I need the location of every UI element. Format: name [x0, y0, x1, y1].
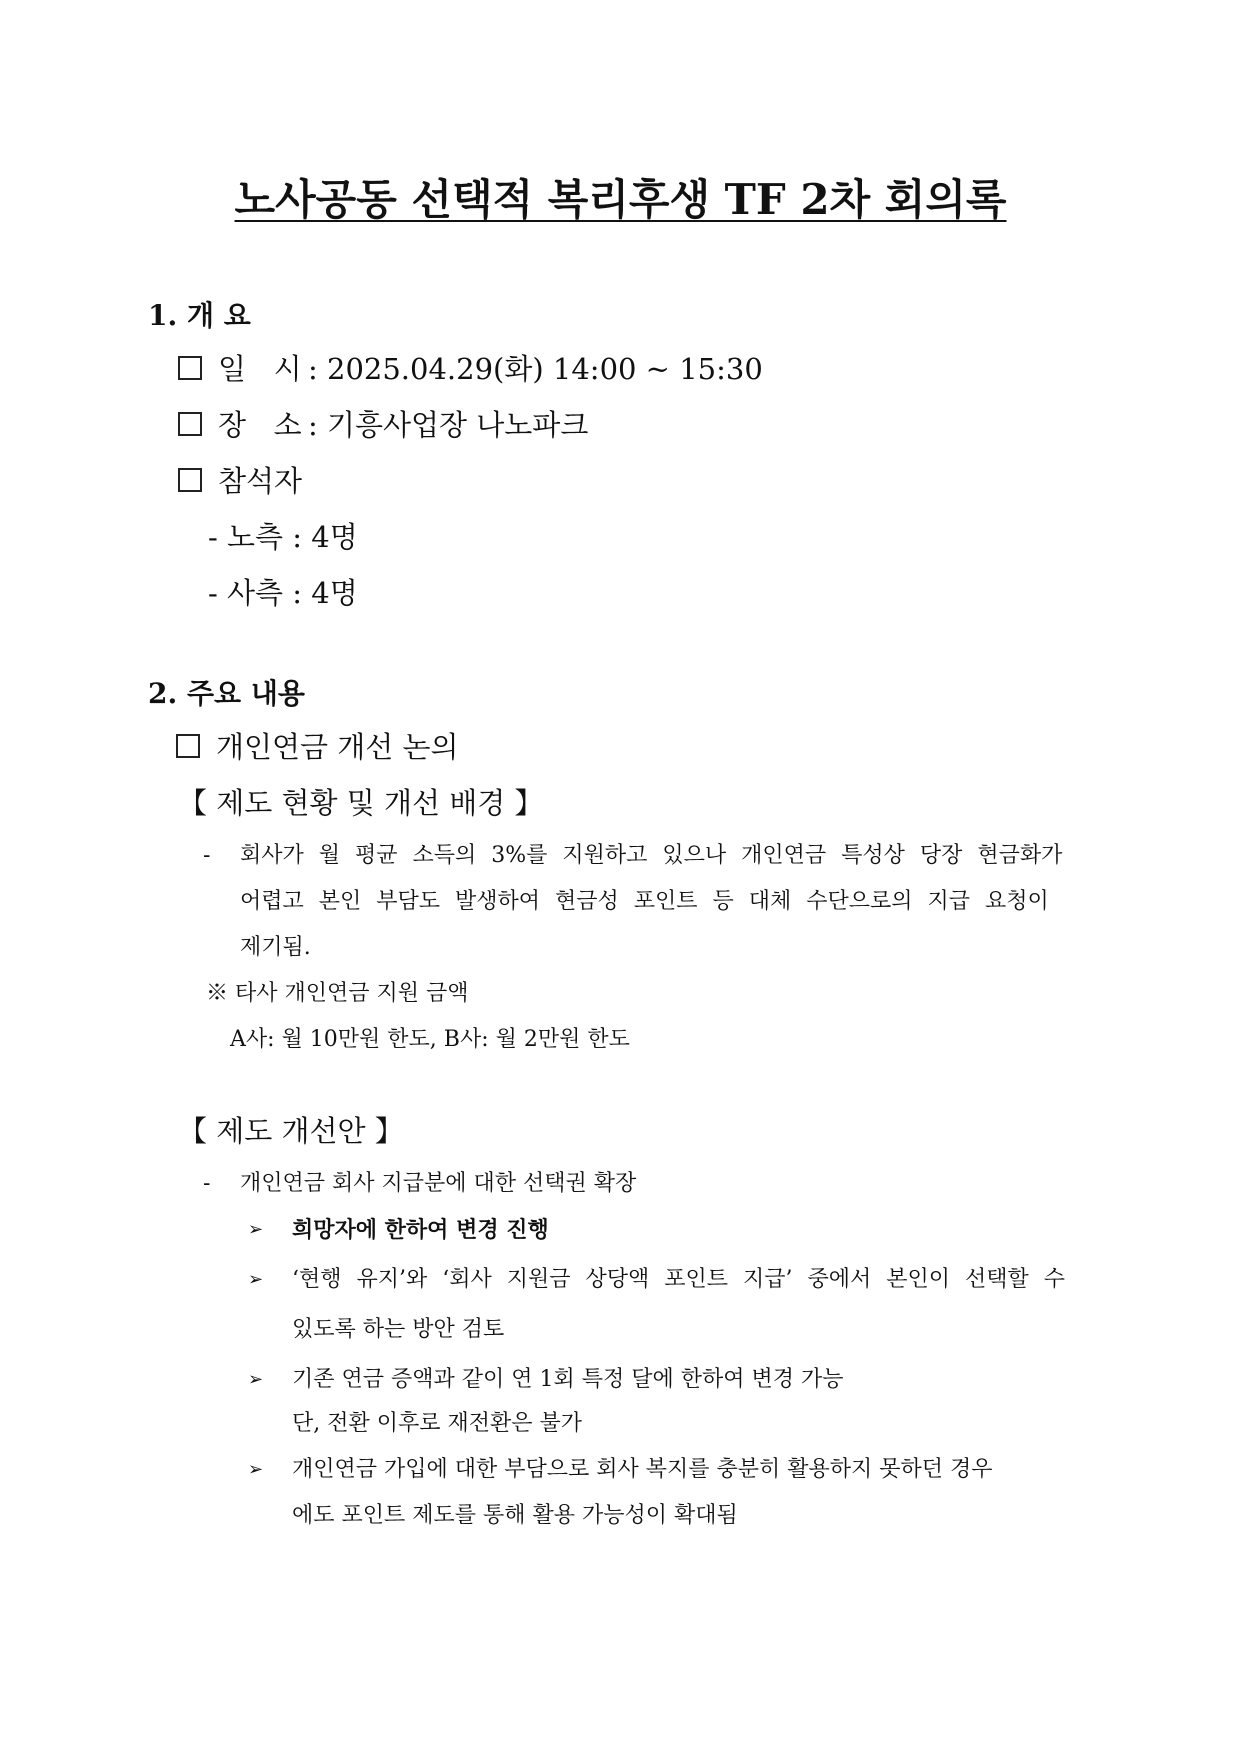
attendees-row — [178, 462, 302, 500]
background-line-3: 제기됨. — [240, 935, 311, 960]
bullet-2-line-2: 있도록 하는 방안 검토 — [292, 1317, 505, 1342]
arrow-bullet-icon: ➢ — [248, 1219, 264, 1240]
plan-heading: 【 제도 개선안 】 — [178, 1114, 404, 1148]
date-value: : 2025.04.29(화) 14:00 ~ 15:30 — [308, 352, 763, 386]
background-line-1: 회사가 월 평균 소득의 3%를 지원하고 있으나 개인연금 특성상 당장 현금화가 — [240, 843, 1063, 868]
place-value: : 기흥사업장 나노파크 — [308, 408, 589, 442]
reference-note-detail: A사: 월 10만원 한도, B사: 월 2만원 한도 — [230, 1027, 630, 1052]
background-line-2: 어렵고 본인 부담도 발생하여 현금성 포인트 등 대체 수단으로의 지급 요청이 — [240, 889, 1049, 914]
attendees-labor: - 노측 : 4명 — [208, 520, 358, 554]
document-title: 노사공동 선택적 복리후생 TF 2차 회의록 — [234, 175, 1007, 224]
topic-row — [176, 728, 459, 766]
section-1-heading: 1. 개 요 — [148, 299, 251, 332]
plan-lead: 개인연금 회사 지급분에 대한 선택권 확장 — [240, 1171, 637, 1196]
date-row — [178, 350, 302, 388]
bullet-4-line-2: 에도 포인트 제도를 통해 활용 가능성이 확대됨 — [292, 1503, 738, 1528]
place-label: 장 소 — [218, 408, 302, 442]
checkbox-icon — [178, 412, 202, 436]
reference-note: ※ 타사 개인연금 지원 금액 — [206, 981, 469, 1006]
attendees-management: - 사측 : 4명 — [208, 576, 358, 610]
bullet-1: 희망자에 한하여 변경 진행 — [292, 1217, 549, 1243]
background-heading: 【 제도 현황 및 개선 배경 】 — [178, 786, 544, 820]
arrow-bullet-icon: ➢ — [248, 1459, 264, 1480]
bullet-3-line-1: 기존 연금 증액과 같이 연 1회 특정 달에 한하여 변경 가능 — [292, 1367, 844, 1392]
checkbox-icon — [176, 734, 200, 758]
attendees-label: 참석자 — [218, 464, 303, 498]
arrow-bullet-icon: ➢ — [248, 1269, 264, 1290]
place-row — [178, 406, 302, 444]
date-label: 일 시 — [218, 352, 302, 386]
checkbox-icon — [178, 356, 202, 380]
topic-label: 개인연금 개선 논의 — [216, 730, 459, 764]
arrow-bullet-icon: ➢ — [248, 1369, 264, 1390]
section-2-heading: 2. 주요 내용 — [148, 677, 305, 710]
bullet-4-line-1: 개인연금 가입에 대한 부담으로 회사 복지를 충분히 활용하지 못하던 경우 — [292, 1457, 993, 1482]
bullet-2-line-1: ‘현행 유지’와 ‘회사 지원금 상당액 포인트 지급’ 중에서 본인이 선택할 수 — [292, 1267, 1065, 1292]
background-dash: - — [203, 843, 211, 868]
checkbox-icon — [178, 468, 202, 492]
plan-dash: - — [203, 1171, 211, 1196]
bullet-3-line-2: 단, 전환 이후로 재전환은 불가 — [292, 1411, 582, 1436]
